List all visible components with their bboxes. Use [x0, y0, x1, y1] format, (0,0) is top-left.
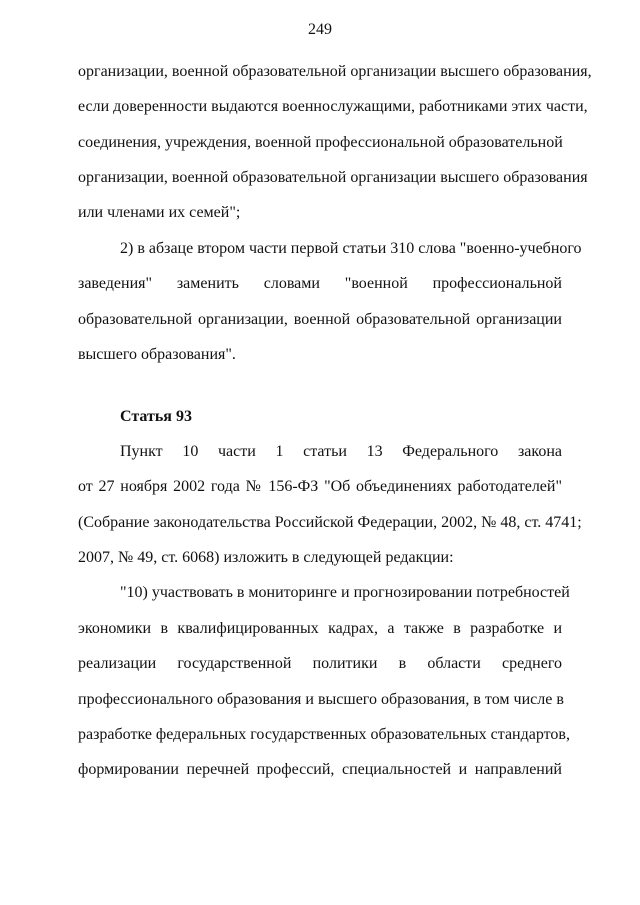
text-line: если доверенности выдаются военнослужащими, работниками этих части, — [78, 98, 588, 115]
text-line: экономики в квалифицированных кадрах, а также в разработке и — [78, 620, 562, 637]
text-line: или членами их семей"; — [78, 204, 241, 221]
text-line: профессионального образования и высшего образования, в том числе в — [78, 691, 564, 708]
text-line: Пункт 10 части 1 статьи 13 Федерального закона — [120, 443, 562, 460]
article-heading: Статья 93 — [120, 408, 192, 425]
text-line: разработке федеральных государственных образовательных стандартов, — [78, 726, 570, 743]
text-line: (Собрание законодательства Российской Федерации, 2002, № 48, ст. 4741; — [78, 514, 582, 531]
text-line: реализации государственной политики в области среднего — [78, 655, 562, 672]
text-line: от 27 ноября 2002 года № 156-ФЗ "Об объединениях работодателей" — [78, 478, 562, 495]
text-line: "10) участвовать в мониторинге и прогнозировании потребностей — [120, 584, 570, 601]
text-line: заведения" заменить словами "военной профессиональной — [78, 275, 562, 292]
text-line: организации, военной образовательной организации высшего образования — [78, 169, 588, 186]
text-line: 2) в абзаце втором части первой статьи 310 слова "военно-учебного — [120, 240, 582, 257]
page-number: 249 — [308, 21, 332, 38]
text-line: высшего образования". — [78, 346, 236, 363]
text-line: 2007, № 49, ст. 6068) изложить в следующей редакции: — [78, 549, 454, 566]
text-line: формировании перечней профессий, специальностей и направлений — [78, 761, 562, 778]
text-line: соединения, учреждения, военной профессиональной образовательной — [78, 134, 563, 151]
text-line: образовательной организации, военной образовательной организации — [78, 311, 562, 328]
text-line: организации, военной образовательной организации высшего образования, — [78, 63, 592, 80]
